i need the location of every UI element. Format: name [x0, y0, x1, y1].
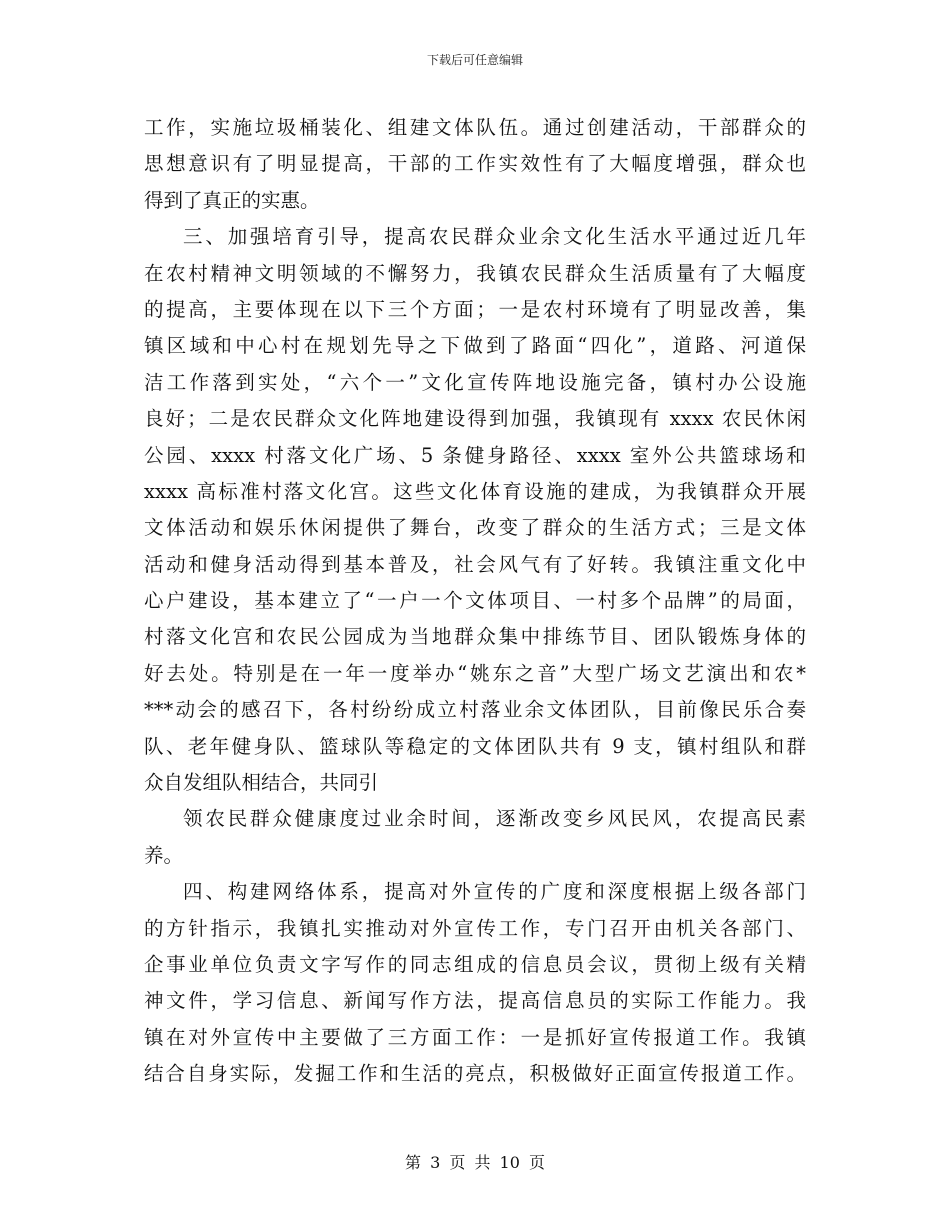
text-line: 的提高，主要体现在以下三个方面；一是农村环境有了明显改善，集	[144, 297, 806, 321]
page-header: 下载后可任意编辑	[426, 53, 523, 67]
text-line: 活动和健身活动得到基本普及，社会风气有了好转。我镇注重文化中	[144, 552, 806, 576]
text-line: 心户建设，基本建立了“一户一个文体项目、一村多个品牌”的局面，	[144, 589, 806, 613]
document-body	[144, 110, 806, 1093]
text-line: 众自发组队相结合，共同引	[144, 771, 379, 795]
text-line: 企事业单位负责文字写作的同志组成的信息员会议，贯彻上级有关精	[144, 952, 806, 976]
text-line: 得到了真正的实惠。	[144, 188, 320, 212]
text-line: 三、加强培育引导，提高农民群众业余文化生活水平通过近几年	[183, 225, 806, 249]
text-line: 洁工作落到实处，“六个一”文化宣传阵地设施完备，镇村办公设施	[144, 370, 806, 394]
text-line: 良好；二是农民群众文化阵地建设得到加强，我镇现有 xxxx 农民休闲	[144, 407, 806, 431]
text-line: 镇区域和中心村在规划先导之下做到了路面“四化”，道路、河道保	[144, 334, 806, 358]
text-line: ***动会的感召下，各村纷纷成立村落业余文体团队，目前像民乐合奏	[144, 698, 806, 722]
text-line: 养。	[144, 843, 184, 867]
text-line: xxxx 高标准村落文化宫。这些文化体育设施的建成，为我镇群众开展	[144, 479, 806, 503]
text-line: 镇在对外宣传中主要做了三方面工作：一是抓好宣传报道工作。我镇	[144, 1025, 806, 1049]
text-line: 工作，实施垃圾桶装化、组建文体队伍。通过创建活动，干部群众的	[144, 116, 806, 139]
text-line: 的方针指示，我镇扎实推动对外宣传工作，专门召开由机关各部门、	[144, 916, 806, 940]
text-line: 四、构建网络体系，提高对外宣传的广度和深度根据上级各部门	[183, 880, 806, 904]
text-line: 村落文化宫和农民公园成为当地群众集中排练节目、团队锻炼身体的	[144, 625, 806, 649]
text-line: 领农民群众健康度过业余时间，逐渐改变乡风民风，农提高民素	[183, 807, 806, 831]
page-footer: 第 3 页 共 10 页	[405, 1153, 545, 1172]
text-line: 结合自身实际，发掘工作和生活的亮点，积极做好正面宣传报道工作。	[144, 1062, 806, 1086]
text-line: 思想意识有了明显提高，干部的工作实效性有了大幅度增强，群众也	[144, 152, 806, 176]
text-line: 神文件，学习信息、新闻写作方法，提高信息员的实际工作能力。我	[144, 989, 806, 1013]
text-line: 队、老年健身队、篮球队等稳定的文体团队共有 9 支，镇村组队和群	[144, 734, 806, 758]
text-line: 公园、xxxx 村落文化广场、5 条健身路径、xxxx 室外公共篮球场和	[144, 443, 806, 467]
text-line: 在农村精神文明领域的不懈努力，我镇农民群众生活质量有了大幅度	[144, 261, 806, 285]
text-line: 文体活动和娱乐休闲提供了舞台，改变了群众的生活方式；三是文体	[144, 516, 806, 540]
text-line: 好去处。特别是在一年一度举办“姚东之音”大型广场文艺演出和农*	[144, 661, 806, 685]
